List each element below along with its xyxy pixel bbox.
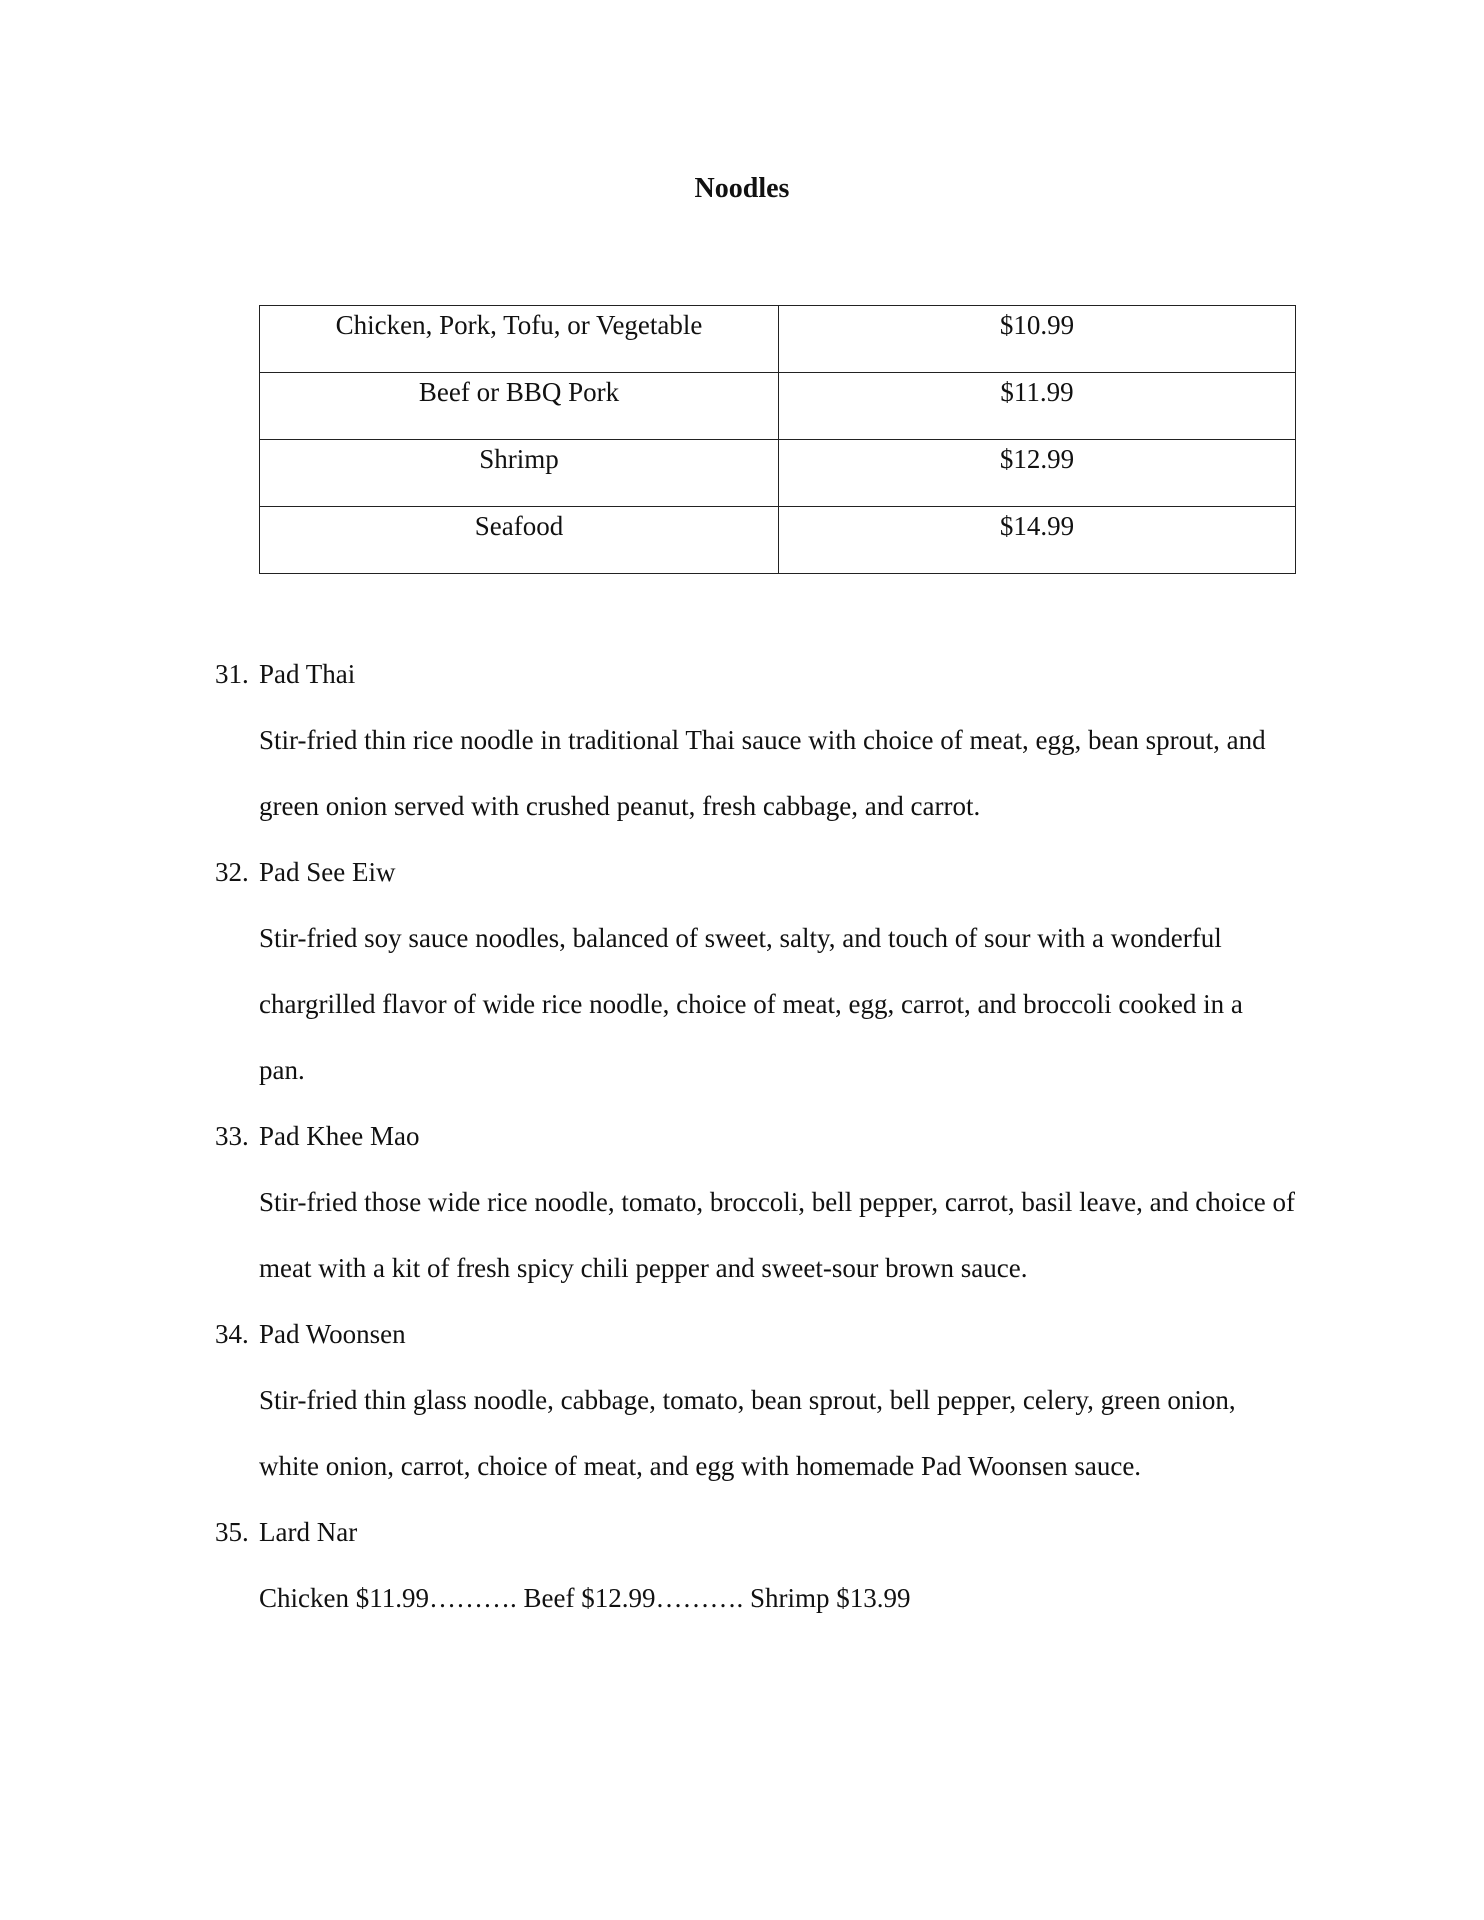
menu-item-description: Chicken $11.99………. Beef $12.99………. Shrimp $13.99	[259, 1583, 911, 1613]
menu-item	[215, 641, 1295, 839]
price-cell: $11.99	[779, 373, 1296, 440]
menu-item-name: Lard Nar	[259, 1517, 358, 1547]
menu-item-heading	[215, 641, 1295, 707]
menu-item-heading	[215, 1499, 1295, 1565]
menu-item	[215, 1103, 1295, 1301]
menu-item-description: Stir-fried thin rice noodle in traditional Thai sauce with choice of meat, egg, bean sprout, and green onion served with crushed peanut, fresh cabbage, and carrot.	[259, 725, 1266, 821]
protein-cell: Shrimp	[260, 440, 779, 507]
menu-list	[215, 641, 1295, 1631]
menu-item	[215, 1301, 1295, 1499]
menu-item-number: 35.	[215, 1517, 249, 1547]
menu-item-heading	[215, 1301, 1295, 1367]
menu-item-number: 33.	[215, 1121, 249, 1151]
menu-item-description: Stir-fried thin glass noodle, cabbage, tomato, bean sprout, bell pepper, celery, green onion, white onion, carrot, choice of meat, and egg with homemade Pad Woonsen sauce.	[259, 1385, 1236, 1481]
menu-item-number: 34.	[215, 1319, 249, 1349]
menu-item-heading	[215, 839, 1295, 905]
protein-cell: Beef or BBQ Pork	[260, 373, 779, 440]
menu-item-description: Stir-fried soy sauce noodles, balanced of sweet, salty, and touch of sour with a wonderful chargrilled flavor of wide rice noodle, choice of meat, egg, carrot, and broccoli cooked in a pan.	[259, 923, 1243, 1085]
table-row	[260, 507, 1296, 574]
menu-item-name: Pad Khee Mao	[259, 1121, 420, 1151]
price-cell: $10.99	[779, 306, 1296, 373]
menu-item-number: 32.	[215, 857, 249, 887]
menu-item-heading	[215, 1103, 1295, 1169]
protein-cell: Chicken, Pork, Tofu, or Vegetable	[260, 306, 779, 373]
table-row	[260, 373, 1296, 440]
protein-cell: Seafood	[260, 507, 779, 574]
menu-item	[215, 839, 1295, 1103]
price-cell: $14.99	[779, 507, 1296, 574]
menu-item-name: Pad See Eiw	[259, 857, 396, 887]
menu-item-name: Pad Thai	[259, 659, 356, 689]
page-title: Noodles	[694, 173, 790, 204]
price-table	[259, 305, 1296, 574]
menu-item-description: Stir-fried those wide rice noodle, tomato, broccoli, bell pepper, carrot, basil leave, and choice of meat with a kit of fresh spicy chili pepper and sweet-sour brown sauce.	[259, 1187, 1295, 1283]
table-row	[260, 306, 1296, 373]
menu-item-number: 31.	[215, 659, 249, 689]
menu-item	[215, 1499, 1295, 1631]
menu-item-name: Pad Woonsen	[259, 1319, 406, 1349]
price-cell: $12.99	[779, 440, 1296, 507]
table-row	[260, 440, 1296, 507]
